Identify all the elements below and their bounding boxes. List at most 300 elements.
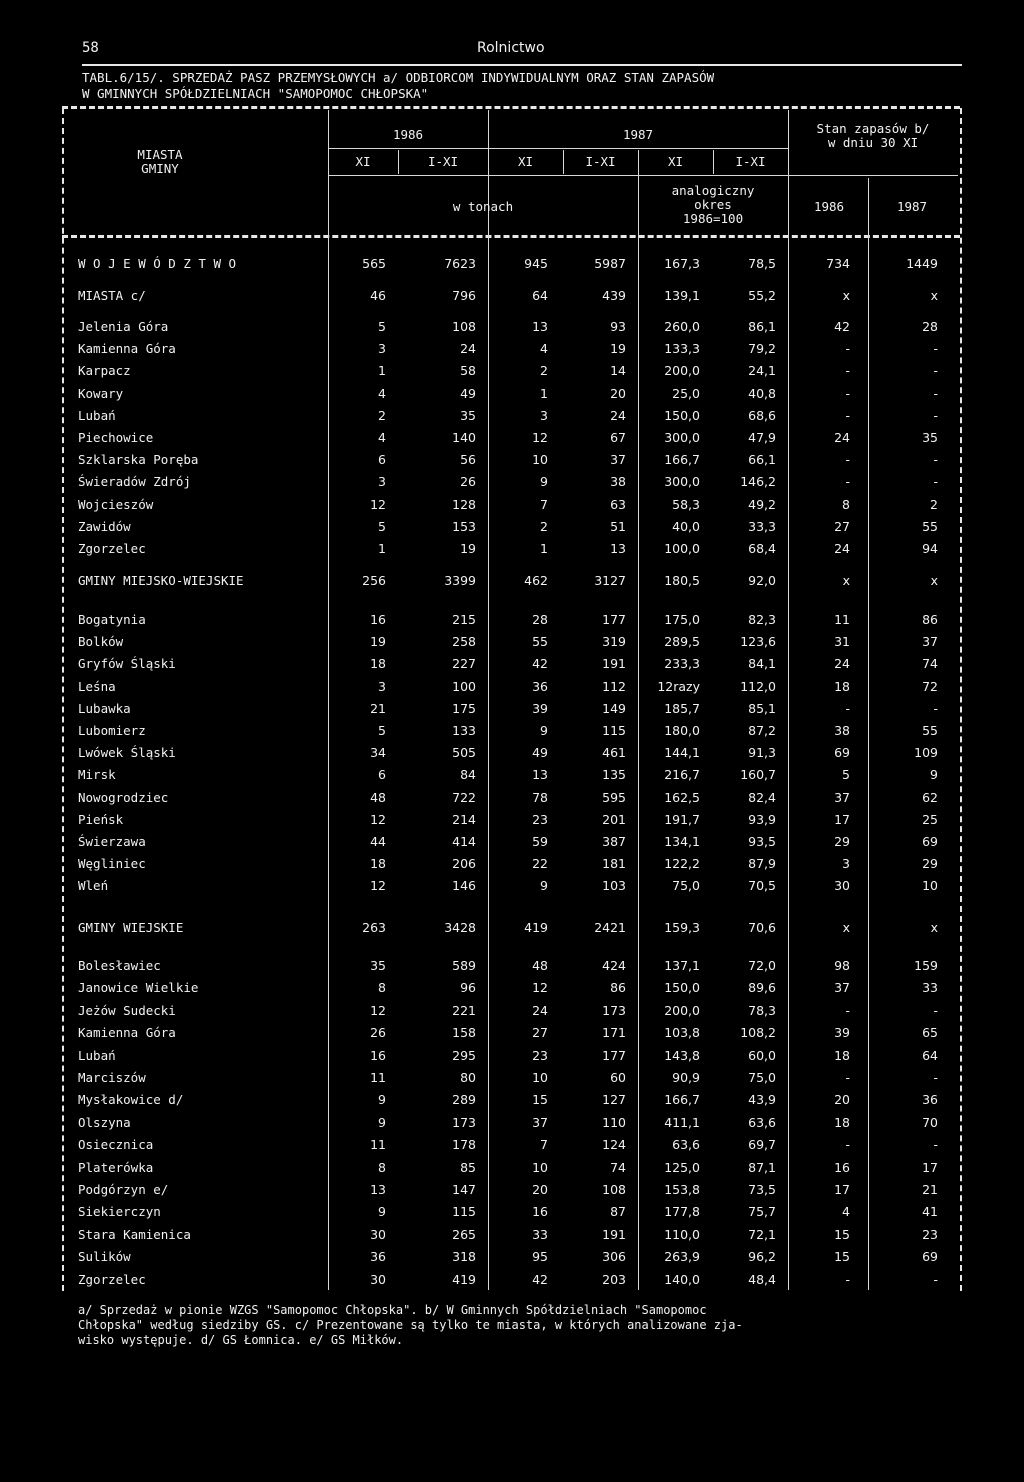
table-cell: 3: [378, 678, 386, 694]
table-cell: 78,5: [748, 256, 776, 271]
table-cell: 9: [540, 878, 548, 894]
table-cell: 15: [834, 1249, 850, 1265]
table-cell: 14: [610, 363, 626, 379]
table-cell: 42: [834, 319, 850, 334]
table-cell: 2421: [594, 920, 626, 935]
table-cell: 21: [922, 1182, 938, 1197]
table-cell: 36: [370, 1249, 386, 1265]
table-cell: 15: [532, 1092, 548, 1108]
table-cell: 69: [922, 834, 938, 849]
table-cell: 10: [532, 452, 548, 468]
table-cell: 589: [452, 958, 476, 973]
table-cell: 177: [602, 1047, 626, 1063]
hdr-rule: [328, 148, 788, 149]
table-cell: 191,7: [664, 811, 700, 827]
footnote-line-1: a/ Sprzedaż w pionie WZGS "Samopomoc Chłopska". b/ W Gminnych Spółdzielniach "Samopomoc: [78, 1303, 707, 1317]
col-header-3: XI: [517, 154, 534, 169]
table-cell: 47,9: [748, 430, 776, 445]
table-cell: 49: [460, 385, 476, 401]
table-cell: 122,2: [664, 856, 700, 872]
table-cell: 34: [370, 745, 386, 761]
table-cell: 4: [842, 1204, 850, 1220]
table-cell: 35: [460, 407, 476, 423]
table-cell: 11: [834, 612, 850, 627]
table-cell: 11: [370, 1070, 386, 1085]
table-cell: 9: [540, 474, 548, 490]
table-cell: 87,2: [748, 723, 776, 738]
table-cell: 166,7: [664, 452, 700, 468]
table-cell: 96: [460, 980, 476, 996]
table-cell: 39: [532, 700, 548, 716]
table-cell: 177: [602, 612, 626, 627]
col-header-1: XI: [355, 154, 371, 169]
table-cell: 86,1: [748, 319, 776, 334]
row-label: Lubomierz: [78, 723, 146, 738]
row-label: Gryfów Śląski: [78, 656, 176, 672]
table-cell: 29: [834, 834, 850, 849]
table-title-line-1: TABL.6/15/. SPRZEDAŻ PASZ PRZEMYSŁOWYCH a/ ODBIORCOM INDYWIDUALNYM ORAZ STAN ZAPASÓW: [82, 70, 715, 85]
table-cell: 306: [602, 1249, 626, 1265]
table-cell: 75,0: [748, 1070, 776, 1085]
table-cell: 8: [842, 496, 850, 512]
table-cell: 162,5: [664, 789, 700, 805]
table-cell: 68,4: [748, 541, 776, 556]
stock-header: Stan zapasów b/ w dniu 30 XI: [816, 121, 930, 150]
table-cell: 1: [378, 541, 386, 556]
table-cell: 108: [602, 1182, 626, 1197]
table-cell: 6: [378, 452, 386, 468]
table-cell: 22: [532, 856, 548, 872]
table-cell: 206: [452, 856, 476, 872]
table-cell: 12: [532, 980, 548, 996]
table-cell: 24: [532, 1002, 548, 1018]
table-cell: 42: [532, 656, 548, 672]
table-cell: 72,1: [748, 1226, 776, 1242]
table-cell: 414: [452, 834, 476, 849]
table-cell: -: [845, 407, 850, 423]
table-cell: 13: [610, 541, 626, 556]
table-cell: -: [845, 1271, 850, 1287]
table-cell: 10: [532, 1070, 548, 1085]
table-cell: 2: [540, 363, 548, 379]
table-cell: 63,6: [748, 1114, 776, 1130]
table-cell: 11: [370, 1137, 386, 1153]
row-label: Mysłakowice d/: [78, 1092, 184, 1108]
row-label: Kowary: [78, 385, 124, 401]
table-cell: 93,5: [748, 834, 776, 849]
table-cell: 37: [834, 980, 850, 996]
table-cell: 149: [602, 700, 626, 716]
table-cell: 69,7: [748, 1137, 776, 1153]
table-cell: 181: [602, 856, 626, 872]
table-cell: 12: [532, 430, 548, 445]
table-cell: 38: [834, 723, 850, 738]
table-cell: 84: [460, 767, 476, 783]
table-cell: 9: [378, 1114, 386, 1130]
table-cell: 72,0: [748, 958, 776, 973]
table-cell: x: [842, 920, 850, 935]
table-cell: 945: [524, 256, 548, 271]
table-cell: 110,0: [664, 1226, 700, 1242]
row-label: Osiecznica: [78, 1137, 154, 1153]
table-cell: 144,1: [664, 745, 700, 761]
table-cell: 25: [922, 811, 938, 827]
table-cell: 44: [370, 834, 386, 849]
table-cell: 216,7: [664, 767, 700, 783]
table-cell: 48,4: [748, 1271, 776, 1287]
table-cell: 734: [826, 256, 850, 271]
table-cell: 9: [930, 767, 938, 783]
table-cell: 263,9: [664, 1249, 700, 1265]
table-cell: 33,3: [748, 518, 776, 534]
table-cell: 166,7: [664, 1092, 700, 1108]
table-cell: -: [845, 700, 850, 716]
table-cell: 68,6: [748, 407, 776, 423]
table-top-rule: [62, 106, 960, 109]
table-cell: -: [845, 1070, 850, 1085]
table-cell: -: [933, 452, 938, 468]
table-cell: 5: [378, 319, 386, 334]
table-cell: 295: [452, 1047, 476, 1063]
col-header-4: I-XI: [585, 154, 616, 169]
table-cell: -: [845, 1002, 850, 1018]
table-cell: 91,3: [748, 745, 776, 761]
row-label: Karpacz: [78, 363, 131, 379]
table-cell: 143,8: [664, 1047, 700, 1063]
table-cell: 411,1: [664, 1114, 700, 1130]
table-cell: 18: [834, 1114, 850, 1130]
table-cell: 86: [610, 980, 626, 996]
table-cell: 227: [452, 656, 476, 672]
table-cell: -: [933, 1271, 938, 1287]
table-cell: 191: [602, 1226, 626, 1242]
table-cell: 258: [452, 634, 476, 650]
table-cell: 41: [922, 1204, 938, 1220]
table-cell: 39: [834, 1025, 850, 1041]
table-cell: 69: [834, 745, 850, 761]
table-cell: 201: [602, 811, 626, 827]
table-cell: 28: [922, 319, 938, 334]
stock-1987-header: 1987: [896, 199, 928, 214]
row-label: Siekierczyn: [78, 1204, 161, 1220]
table-cell: 15: [834, 1226, 850, 1242]
table-cell: -: [933, 700, 938, 716]
table-cell: 16: [370, 612, 386, 627]
table-cell: 79,2: [748, 341, 776, 357]
table-cell: 159,3: [664, 920, 700, 935]
table-cell: -: [933, 385, 938, 401]
table-cell: 37: [834, 789, 850, 805]
stock-1986-header: 1986: [813, 199, 845, 214]
row-label: Zgorzelec: [78, 541, 146, 556]
table-cell: 153,8: [664, 1182, 700, 1197]
table-cell: 74: [610, 1159, 626, 1175]
stub-header: MIASTA GMINY: [137, 147, 183, 176]
table-cell: 159: [914, 958, 938, 973]
table-cell: 74: [922, 656, 938, 672]
table-cell: 4: [378, 385, 386, 401]
table-cell: 19: [610, 341, 626, 357]
table-cell: 40,8: [748, 385, 776, 401]
table-cell: 13: [532, 767, 548, 783]
table-cell: 78,3: [748, 1002, 776, 1018]
table-cell: 7: [540, 496, 548, 512]
table-cell: 595: [602, 789, 626, 805]
table-cell: 26: [370, 1025, 386, 1041]
table-cell: 137,1: [664, 958, 700, 973]
table-cell: 150,0: [664, 980, 700, 996]
table-cell: 78: [532, 789, 548, 805]
row-label: Jelenia Góra: [78, 319, 169, 334]
table-cell: 153: [452, 518, 476, 534]
table-cell: 17: [922, 1159, 938, 1175]
table-cell: 96,2: [748, 1249, 776, 1265]
table-cell: 5: [378, 723, 386, 738]
table-cell: 31: [834, 634, 850, 650]
table-cell: 18: [370, 856, 386, 872]
table-cell: 387: [602, 834, 626, 849]
table-cell: 59: [532, 834, 548, 849]
table-cell: 19: [370, 634, 386, 650]
table-cell: 12: [370, 811, 386, 827]
table-cell: 23: [532, 1047, 548, 1063]
table-cell: 3127: [594, 573, 626, 588]
year-1986-header: 1986: [392, 127, 424, 142]
year-1987-header: 1987: [622, 127, 654, 142]
row-label: Platerówka: [78, 1159, 154, 1175]
table-cell: x: [930, 920, 938, 935]
table-cell: 140: [452, 430, 476, 445]
table-cell: 1449: [906, 256, 938, 271]
table-cell: 112,0: [740, 678, 776, 694]
table-cell: 49: [532, 745, 548, 761]
table-cell: -: [933, 341, 938, 357]
table-cell: 58,3: [672, 496, 700, 512]
table-cell: 4: [378, 430, 386, 445]
table-cell: 27: [532, 1025, 548, 1041]
table-cell: 722: [452, 789, 476, 805]
row-label: Lubań: [78, 407, 116, 423]
table-cell: 103: [602, 878, 626, 894]
table-cell: 9: [540, 723, 548, 738]
table-cell: 2: [540, 518, 548, 534]
table-cell: 16: [370, 1047, 386, 1063]
table-cell: 180,0: [664, 723, 700, 738]
table-cell: 139,1: [664, 288, 700, 303]
table-cell: 56: [460, 452, 476, 468]
table-cell: 38: [610, 474, 626, 490]
table-cell: 36: [922, 1092, 938, 1108]
row-label: Zgorzelec: [78, 1271, 146, 1287]
table-cell: 19: [460, 541, 476, 556]
table-cell: 93,9: [748, 811, 776, 827]
header-rule: [82, 64, 962, 66]
table-cell: 796: [452, 288, 476, 303]
table-cell: 24: [610, 407, 626, 423]
table-cell: 24: [834, 430, 850, 445]
table-cell: 140,0: [664, 1271, 700, 1287]
table-cell: 46: [370, 288, 386, 303]
table-cell: 103,8: [664, 1025, 700, 1041]
table-cell: -: [845, 363, 850, 379]
table-cell: 26: [460, 474, 476, 490]
table-cell: 86: [922, 612, 938, 627]
table-title: [82, 70, 962, 102]
table-cell: 89,6: [748, 980, 776, 996]
table-cell: 23: [922, 1226, 938, 1242]
row-label: Leśna: [78, 678, 116, 694]
table-frame: [62, 108, 962, 1291]
table-cell: 69: [922, 1249, 938, 1265]
table-cell: 4: [540, 341, 548, 357]
table-cell: 256: [362, 573, 386, 588]
table-cell: 23: [532, 811, 548, 827]
table-cell: -: [845, 385, 850, 401]
table-cell: 146: [452, 878, 476, 894]
table-cell: 13: [532, 319, 548, 334]
table-cell: 40,0: [672, 518, 700, 534]
table-cell: 127: [602, 1092, 626, 1108]
table-cell: 63,6: [672, 1137, 700, 1153]
table-cell: -: [933, 1070, 938, 1085]
table-cell: 6: [378, 767, 386, 783]
table-cell: 5: [842, 767, 850, 783]
table-cell: 265: [452, 1226, 476, 1242]
table-cell: 27: [834, 518, 850, 534]
table-cell: 221: [452, 1002, 476, 1018]
table-cell: 10: [922, 878, 938, 894]
page-number: 58: [82, 40, 99, 56]
row-label: Wleń: [78, 878, 109, 894]
table-cell: 75,0: [672, 878, 700, 894]
footnote-line-2: Chłopska" według siedziby GS. c/ Prezentowane są tylko te miasta, w których analizowane zja-: [78, 1318, 743, 1332]
table-cell: 55,2: [748, 288, 776, 303]
row-label: Stara Kamienica: [78, 1226, 191, 1242]
table-cell: 37: [922, 634, 938, 650]
table-cell: 171: [602, 1025, 626, 1041]
table-cell: 98: [834, 958, 850, 973]
table-cell: 1: [378, 363, 386, 379]
table-cell: 124: [602, 1137, 626, 1153]
table-cell: 36: [532, 678, 548, 694]
table-cell: 17: [834, 811, 850, 827]
table-cell: 24,1: [748, 363, 776, 379]
row-label: Jeżów Sudecki: [78, 1002, 176, 1018]
row-label: Bogatynia: [78, 612, 146, 627]
table-cell: 21: [370, 700, 386, 716]
section-title: Rolnictwo: [477, 40, 545, 56]
table-cell: 51: [610, 518, 626, 534]
table-cell: 55: [922, 723, 938, 738]
table-cell: 10: [532, 1159, 548, 1175]
table-cell: 289,5: [664, 634, 700, 650]
table-cell: 63: [610, 496, 626, 512]
table-cell: 2: [378, 407, 386, 423]
table-cell: 92,0: [748, 573, 776, 588]
table-cell: -: [845, 474, 850, 490]
table-cell: 20: [610, 385, 626, 401]
table-cell: 20: [532, 1182, 548, 1197]
row-label: Świeradów Zdrój: [78, 474, 191, 490]
table-cell: x: [930, 573, 938, 588]
table-cell: 43,9: [748, 1092, 776, 1108]
table-cell: 20: [834, 1092, 850, 1108]
table-cell: 70: [922, 1114, 938, 1130]
table-cell: 134,1: [664, 834, 700, 849]
table-cell: 35: [922, 430, 938, 445]
table-cell: 233,3: [664, 656, 700, 672]
table-cell: 9: [378, 1204, 386, 1220]
table-cell: 461: [602, 745, 626, 761]
table-cell: 37: [610, 452, 626, 468]
row-label: MIASTA c/: [78, 288, 146, 303]
table-cell: 419: [524, 920, 548, 935]
table-cell: 108: [452, 319, 476, 334]
footnote-line-3: wisko występuje. d/ GS Łomnica. e/ GS Miłków.: [78, 1333, 404, 1347]
table-cell: 185,7: [664, 700, 700, 716]
table-cell: 30: [370, 1271, 386, 1287]
table-cell: 33: [532, 1226, 548, 1242]
table-cell: 5987: [594, 256, 626, 271]
table-cell: 8: [378, 980, 386, 996]
row-label: Pieńsk: [78, 811, 124, 827]
table-cell: 2: [930, 496, 938, 512]
table-cell: 28: [532, 612, 548, 627]
table-cell: 49,2: [748, 496, 776, 512]
row-label: Nowogrodziec: [78, 789, 169, 805]
table-cell: 3: [842, 856, 850, 872]
table-cell: 108,2: [740, 1025, 776, 1041]
table-cell: x: [842, 288, 850, 303]
table-cell: 7: [540, 1137, 548, 1153]
table-cell: 9: [378, 1092, 386, 1108]
index-header: analogiczny okres 1986=100: [671, 183, 755, 226]
table-cell: 48: [370, 789, 386, 805]
table-cell: 110: [602, 1114, 626, 1130]
row-label: Kamienna Góra: [78, 341, 176, 357]
row-label: Mirsk: [78, 767, 116, 783]
table-cell: 12: [370, 496, 386, 512]
table-cell: 70,5: [748, 878, 776, 894]
table-cell: 115: [452, 1204, 476, 1220]
page-header: [82, 40, 962, 60]
table-cell: 60,0: [748, 1047, 776, 1063]
table-cell: 85: [460, 1159, 476, 1175]
table-cell: 180,5: [664, 573, 700, 588]
table-cell: 67: [610, 430, 626, 445]
row-label: Bolków: [78, 634, 124, 650]
table-cell: 42: [532, 1271, 548, 1287]
table-cell: 24: [834, 541, 850, 556]
table-cell: 3428: [444, 920, 476, 935]
table-cell: 24: [834, 656, 850, 672]
row-label: GMINY MIEJSKO-WIEJSKIE: [78, 573, 244, 588]
unit-header: w tonach: [452, 199, 514, 214]
table-cell: 87,1: [748, 1159, 776, 1175]
table-cell: 82,4: [748, 789, 776, 805]
row-label: Lubań: [78, 1047, 116, 1063]
table-cell: 565: [362, 256, 386, 271]
table-cell: 215: [452, 612, 476, 627]
table-cell: 66,1: [748, 452, 776, 468]
row-label: Lubawka: [78, 700, 131, 716]
table-cell: 100,0: [664, 541, 700, 556]
row-label: Bolesławiec: [78, 958, 161, 973]
table-cell: 37: [532, 1114, 548, 1130]
row-label: Szklarska Poręba: [78, 452, 199, 468]
table-cell: 87: [610, 1204, 626, 1220]
row-label: Marciszów: [78, 1070, 146, 1085]
